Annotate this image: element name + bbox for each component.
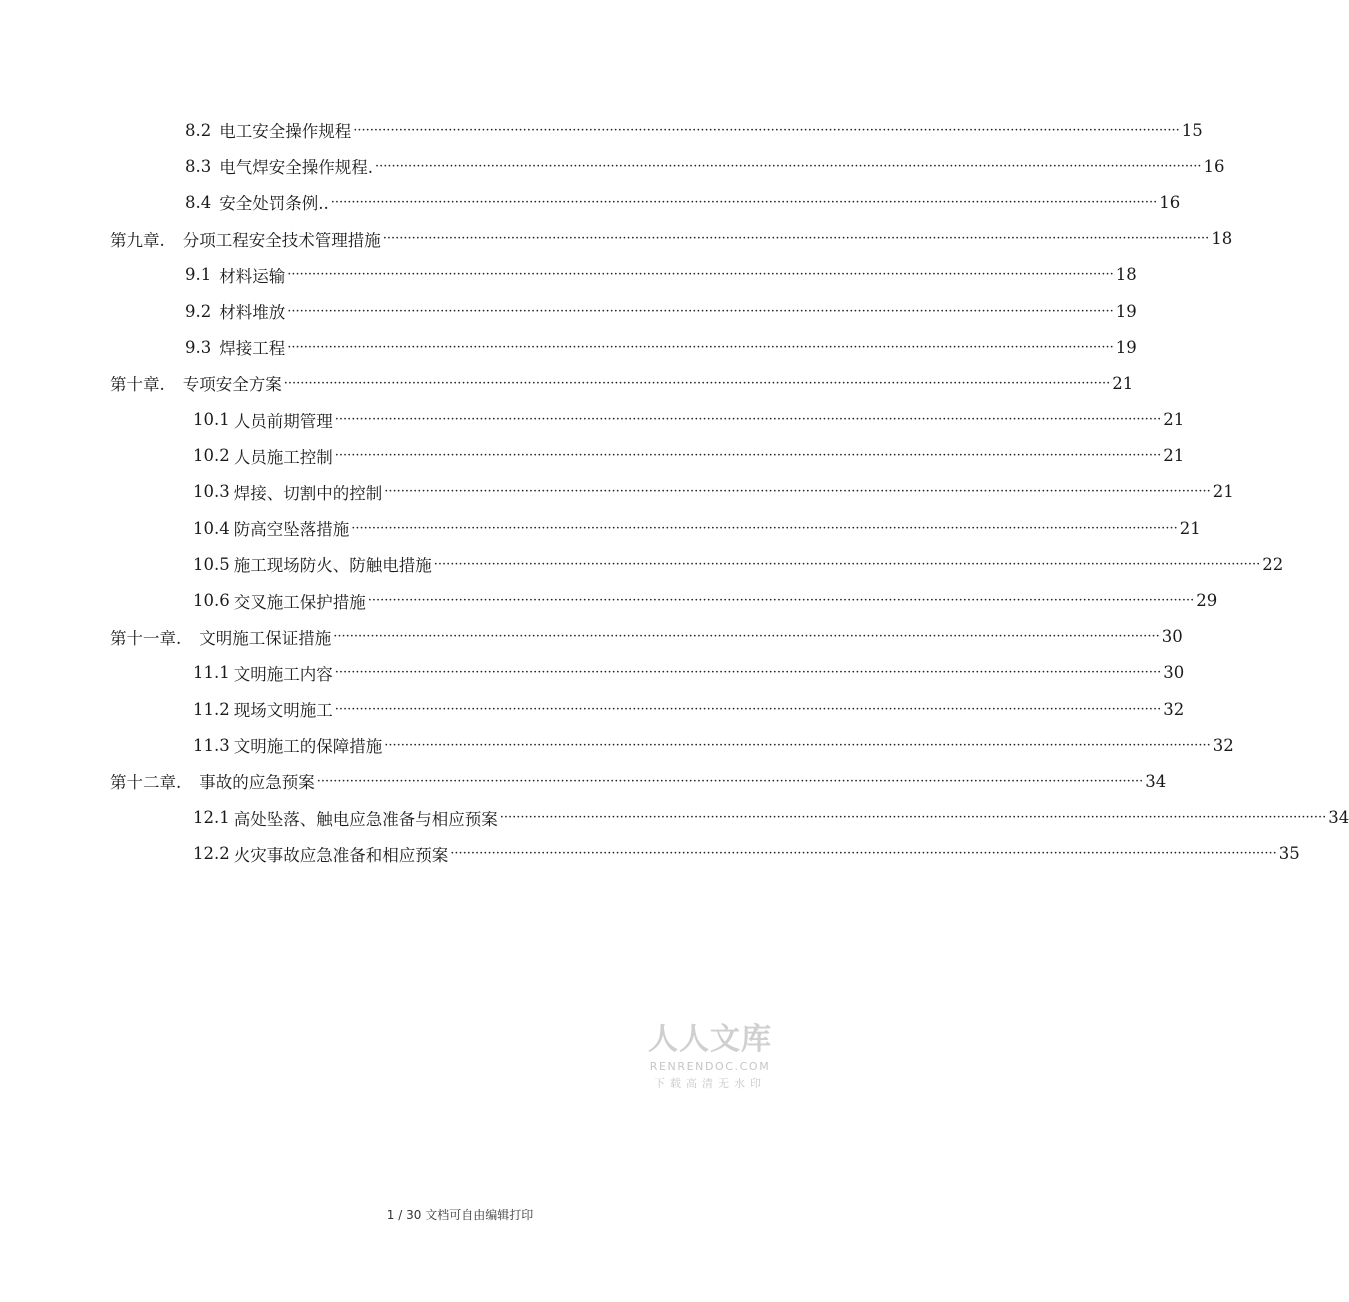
toc-section-row[interactable]: [193, 691, 1185, 727]
toc-page-number: 15: [1181, 120, 1203, 140]
toc-entry-number: 8.4: [185, 192, 212, 212]
toc-page-number: 21: [1163, 446, 1185, 466]
toc-page-number: 18: [1115, 265, 1137, 285]
toc-entry-number: 第十一章.: [110, 628, 182, 648]
toc-section-row[interactable]: [193, 836, 1300, 872]
toc-section-row[interactable]: [185, 257, 1137, 293]
toc-chapter-row[interactable]: [110, 221, 1233, 257]
toc-entry-number: 第十章.: [110, 375, 165, 395]
toc-entry-number: 第十二章.: [110, 773, 182, 793]
toc-section-row[interactable]: [193, 800, 1349, 836]
toc-page-number: 34: [1328, 808, 1349, 828]
toc-dot-leader: ········································································································································································································: [384, 484, 1211, 500]
toc-page-number: 35: [1278, 844, 1300, 864]
toc-section-row[interactable]: [193, 727, 1234, 763]
table-of-contents: [0, 112, 1349, 872]
toc-page-number: 16: [1203, 156, 1225, 176]
toc-entry-title: 施工现场防火、防触电措施: [233, 556, 432, 576]
toc-dot-leader: ········································································································································································································: [330, 194, 1158, 210]
toc-dot-leader: ········································································································································································································: [334, 665, 1162, 681]
toc-page-number: 21: [1112, 373, 1134, 393]
toc-entry-number: 12.2: [193, 844, 230, 864]
toc-page-number: 19: [1115, 301, 1137, 321]
toc-dot-leader: ········································································································································································································: [287, 267, 1114, 283]
toc-dot-leader: ········································································································································································································: [499, 810, 1327, 826]
toc-page-number: 16: [1159, 192, 1181, 212]
toc-entry-number: 9.2: [185, 301, 212, 321]
toc-page-number: 18: [1211, 229, 1233, 249]
toc-dot-leader: ········································································································································································································: [287, 303, 1114, 319]
watermark-main-text: 人人文库: [648, 1022, 772, 1057]
toc-entry-title: 防高空坠落措施: [233, 520, 350, 540]
toc-entry-title: 焊接工程: [219, 339, 286, 359]
toc-page-number: 34: [1145, 771, 1167, 791]
toc-section-row[interactable]: [193, 655, 1185, 691]
toc-entry-title: 文明施工保证措施: [199, 628, 332, 648]
toc-entry-title: 人员前期管理: [233, 411, 333, 431]
toc-page-number: 32: [1163, 699, 1185, 719]
toc-dot-leader: ········································································································································································································: [287, 339, 1114, 355]
toc-dot-leader: ········································································································································································································: [334, 701, 1162, 717]
toc-entry-title: 文明施工内容: [233, 664, 333, 684]
toc-chapter-row[interactable]: [110, 763, 1167, 799]
toc-page-number: 19: [1115, 337, 1137, 357]
toc-section-row[interactable]: [185, 148, 1225, 184]
toc-section-row[interactable]: [185, 112, 1203, 148]
toc-chapter-row[interactable]: [110, 619, 1183, 655]
toc-section-row[interactable]: [193, 402, 1185, 438]
toc-section-row[interactable]: [193, 546, 1284, 582]
toc-dot-leader: ········································································································································································································: [367, 593, 1195, 609]
toc-entry-number: 11.3: [193, 735, 230, 755]
toc-entry-number: 10.3: [193, 482, 230, 502]
toc-entry-title: 事故的应急预案: [199, 773, 315, 793]
toc-dot-leader: ········································································································································································································: [333, 629, 1160, 645]
toc-page-number: 30: [1163, 663, 1185, 683]
toc-entry-title: 火灾事故应急准备和相应预案: [233, 845, 449, 865]
toc-section-row[interactable]: [185, 293, 1137, 329]
toc-dot-leader: ········································································································································································································: [334, 448, 1162, 464]
toc-page-number: 21: [1163, 410, 1185, 430]
toc-dot-leader: ········································································································································································································: [375, 158, 1202, 174]
toc-dot-leader: ········································································································································································································: [433, 556, 1261, 572]
watermark-logo: [640, 1014, 780, 1091]
toc-entry-title: 安全处罚条例..: [219, 194, 329, 214]
toc-dot-leader: ········································································································································································································: [334, 412, 1162, 428]
toc-entry-title: 材料堆放: [219, 303, 286, 323]
toc-entry-title: 交叉施工保护措施: [233, 592, 366, 612]
toc-dot-leader: ········································································································································································································: [283, 375, 1111, 391]
toc-entry-number: 10.5: [193, 554, 230, 574]
toc-section-row[interactable]: [193, 582, 1218, 618]
toc-page-number: 21: [1212, 482, 1234, 502]
toc-entry-number: 12.1: [193, 808, 230, 828]
toc-section-row[interactable]: [193, 474, 1234, 510]
toc-page-number: 30: [1161, 627, 1183, 647]
toc-entry-number: 第九章.: [110, 230, 165, 250]
toc-page-number: 29: [1196, 591, 1218, 611]
toc-section-row[interactable]: [193, 510, 1201, 546]
watermark-url-text: RENRENDOC.COM: [649, 1060, 771, 1073]
toc-section-row[interactable]: [185, 329, 1137, 365]
watermark-sub-text: 下载高清无水印: [654, 1077, 766, 1090]
toc-section-row[interactable]: [185, 184, 1181, 220]
toc-entry-number: 11.2: [193, 699, 230, 719]
toc-page-number: 32: [1212, 735, 1234, 755]
toc-chapter-row[interactable]: [110, 365, 1134, 401]
toc-entry-title: 现场文明施工: [233, 701, 333, 721]
toc-section-row[interactable]: [193, 438, 1185, 474]
toc-entry-number: 8.3: [185, 156, 212, 176]
toc-entry-title: 分项工程安全技术管理措施: [182, 230, 381, 250]
toc-entry-title: 焊接、切割中的控制: [233, 483, 383, 503]
toc-entry-number: 9.3: [185, 337, 212, 357]
toc-entry-title: 电气焊安全操作规程.: [219, 158, 373, 178]
toc-dot-leader: ········································································································································································································: [351, 520, 1178, 536]
toc-entry-number: 10.1: [193, 410, 230, 430]
toc-dot-leader: ········································································································································································································: [450, 846, 1277, 862]
toc-entry-title: 高处坠落、触电应急准备与相应预案: [233, 809, 498, 829]
page-footer: 1 / 30 文档可自由编辑打印: [386, 1208, 534, 1222]
toc-entry-number: 11.1: [193, 663, 230, 683]
toc-entry-number: 9.1: [185, 265, 212, 285]
toc-entry-title: 材料运输: [219, 266, 286, 286]
toc-entry-title: 文明施工的保障措施: [233, 737, 383, 757]
toc-entry-title: 人员施工控制: [233, 447, 333, 467]
toc-entry-number: 10.6: [193, 591, 230, 611]
toc-entry-number: 10.2: [193, 446, 230, 466]
toc-entry-title: 电工安全操作规程: [219, 122, 352, 142]
toc-dot-leader: ········································································································································································································: [382, 231, 1210, 247]
toc-dot-leader: ········································································································································································································: [353, 122, 1180, 138]
toc-dot-leader: ········································································································································································································: [384, 737, 1211, 753]
toc-entry-title: 专项安全方案: [182, 375, 282, 395]
toc-page-number: 21: [1179, 518, 1201, 538]
toc-entry-number: 8.2: [185, 120, 212, 140]
toc-entry-number: 10.4: [193, 518, 230, 538]
toc-page-number: 22: [1262, 554, 1284, 574]
toc-dot-leader: ········································································································································································································: [316, 773, 1144, 789]
